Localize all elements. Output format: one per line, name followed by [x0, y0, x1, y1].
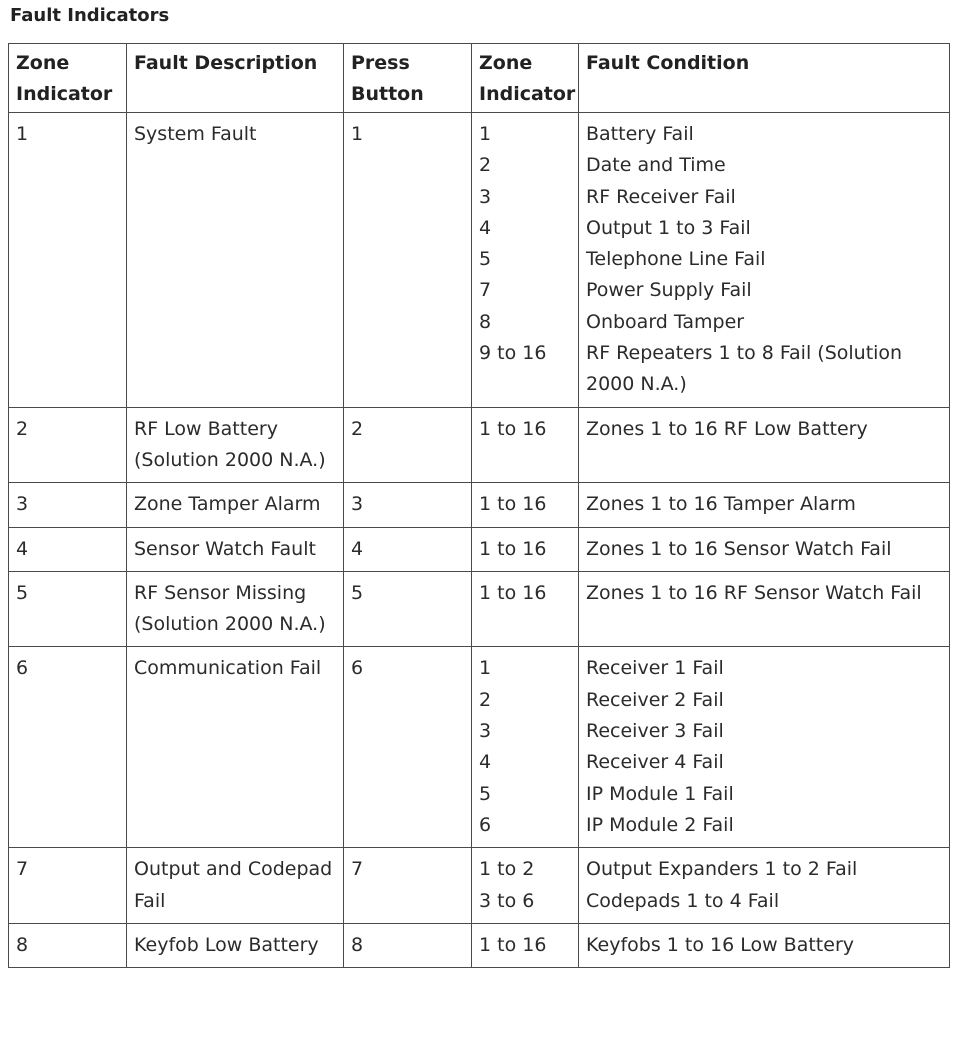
- fault-description-cell: Keyfob Low Battery: [127, 923, 344, 967]
- sub-zone-value: 6: [479, 813, 492, 836]
- fault-condition-cell: [579, 483, 950, 527]
- sub-zone-value: 1 to 16: [479, 493, 547, 516]
- sub-zone-value: 8: [479, 310, 492, 333]
- fault-condition-value: Receiver 1 Fail: [586, 657, 724, 680]
- sub-zone-indicator-cell: [472, 923, 579, 967]
- fault-condition-value: Receiver 2 Fail: [586, 688, 724, 711]
- sub-zone-value: 7: [479, 279, 492, 302]
- fault-description-cell: Zone Tamper Alarm: [127, 483, 344, 527]
- header-fault-description: Fault Description: [127, 44, 344, 113]
- fault-description-cell: RF Sensor Missing (Solution 2000 N.A.): [127, 571, 344, 647]
- fault-condition-value: IP Module 1 Fail: [586, 782, 734, 805]
- fault-condition-cell: [579, 113, 950, 408]
- fault-condition-value: Date and Time: [586, 154, 726, 177]
- sub-zone-indicator-cell: [472, 647, 579, 848]
- table-row: [9, 407, 950, 483]
- press-button-cell: 1: [344, 113, 472, 408]
- table-row: [9, 483, 950, 527]
- fault-condition-value: Zones 1 to 16 Tamper Alarm: [586, 493, 856, 516]
- fault-condition-cell: [579, 407, 950, 483]
- header-sub-zone-indicator-line-2: Indicator: [479, 83, 576, 105]
- sub-zone-value: 1 to 16: [479, 581, 547, 604]
- header-press-button: [344, 44, 472, 113]
- fault-description-cell: Sensor Watch Fault: [127, 527, 344, 571]
- sub-zone-value: 1 to 16: [479, 537, 547, 560]
- fault-condition-value: RF Receiver Fail: [586, 185, 736, 208]
- fault-indicators-table: [8, 43, 950, 968]
- fault-condition-cell: [579, 647, 950, 848]
- fault-condition-cell: [579, 571, 950, 647]
- zone-indicator-cell: 2: [9, 407, 127, 483]
- sub-zone-value: 1 to 2: [479, 858, 535, 881]
- fault-condition-value: Receiver 3 Fail: [586, 720, 724, 743]
- sub-zone-indicator-cell: [472, 113, 579, 408]
- sub-zone-indicator-cell: [472, 527, 579, 571]
- sub-zone-value: 1: [479, 657, 492, 680]
- header-zone-indicator-line-1: Zone: [16, 52, 70, 74]
- sub-zone-indicator-cell: [472, 407, 579, 483]
- fault-description-cell: Communication Fail: [127, 647, 344, 848]
- fault-condition-value: Receiver 4 Fail: [586, 751, 724, 774]
- press-button-cell: 6: [344, 647, 472, 848]
- press-button-cell: 8: [344, 923, 472, 967]
- sub-zone-indicator-cell: [472, 848, 579, 924]
- fault-condition-value: Zones 1 to 16 RF Low Battery: [586, 417, 868, 440]
- fault-condition-value: Output Expanders 1 to 2 Fail: [586, 858, 858, 881]
- header-press-button-line-2: Button: [351, 83, 424, 105]
- sub-zone-value: 2: [479, 688, 492, 711]
- zone-indicator-cell: 7: [9, 848, 127, 924]
- page-title: Fault Indicators: [10, 5, 170, 26]
- header-press-button-line-1: Press: [351, 52, 410, 74]
- sub-zone-value: 2: [479, 154, 492, 177]
- fault-description-cell: RF Low Battery (Solution 2000 N.A.): [127, 407, 344, 483]
- fault-condition-value: Codepads 1 to 4 Fail: [586, 889, 780, 912]
- press-button-cell: 7: [344, 848, 472, 924]
- sub-zone-value: 4: [479, 751, 492, 774]
- zone-indicator-cell: 8: [9, 923, 127, 967]
- header-zone-indicator: [9, 44, 127, 113]
- table-row: [9, 848, 950, 924]
- zone-indicator-cell: 4: [9, 527, 127, 571]
- press-button-cell: 3: [344, 483, 472, 527]
- sub-zone-indicator-cell: [472, 571, 579, 647]
- sub-zone-value: 4: [479, 216, 492, 239]
- fault-condition-value: Output 1 to 3 Fail: [586, 216, 751, 239]
- press-button-cell: 5: [344, 571, 472, 647]
- sub-zone-indicator-cell: [472, 483, 579, 527]
- sub-zone-value: 3: [479, 720, 492, 743]
- fault-description-cell: System Fault: [127, 113, 344, 408]
- sub-zone-value: 1: [479, 123, 492, 145]
- header-sub-zone-indicator: [472, 44, 579, 113]
- table-row: [9, 571, 950, 647]
- sub-zone-value: 1 to 16: [479, 417, 547, 440]
- sub-zone-value: 3: [479, 185, 492, 208]
- table-row: [9, 527, 950, 571]
- sub-zone-value: 5: [479, 782, 492, 805]
- fault-condition-value: Zones 1 to 16 RF Sensor Watch Fail: [586, 581, 922, 604]
- press-button-cell: 4: [344, 527, 472, 571]
- fault-condition-cell: [579, 848, 950, 924]
- fault-condition-value: RF Repeaters 1 to 8 Fail (Solution 2000 N.A.): [586, 342, 903, 396]
- fault-condition-cell: [579, 527, 950, 571]
- fault-condition-cell: [579, 923, 950, 967]
- zone-indicator-cell: 1: [9, 113, 127, 408]
- fault-condition-value: Power Supply Fail: [586, 279, 752, 302]
- fault-condition-value: Onboard Tamper: [586, 310, 745, 333]
- zone-indicator-cell: 5: [9, 571, 127, 647]
- fault-condition-value: Telephone Line Fail: [586, 248, 766, 271]
- sub-zone-value: 1 to 16: [479, 933, 547, 956]
- sub-zone-value: 9 to 16: [479, 342, 547, 365]
- fault-description-cell: Output and Codepad Fail: [127, 848, 344, 924]
- sub-zone-value: 3 to 6: [479, 889, 535, 912]
- table-body: [9, 113, 950, 968]
- press-button-cell: 2: [344, 407, 472, 483]
- header-sub-zone-indicator-line-1: Zone: [479, 52, 533, 74]
- sub-zone-value: 5: [479, 248, 492, 271]
- table-row: [9, 647, 950, 848]
- header-zone-indicator-line-2: Indicator: [16, 83, 113, 105]
- fault-condition-value: Zones 1 to 16 Sensor Watch Fail: [586, 537, 892, 560]
- fault-condition-value: Keyfobs 1 to 16 Low Battery: [586, 933, 854, 956]
- fault-condition-value: IP Module 2 Fail: [586, 813, 734, 836]
- table-row: [9, 923, 950, 967]
- header-fault-condition: Fault Condition: [579, 44, 950, 113]
- table-row: [9, 113, 950, 408]
- table-header-row: [9, 44, 950, 113]
- fault-condition-value: Battery Fail: [586, 123, 694, 145]
- zone-indicator-cell: 3: [9, 483, 127, 527]
- zone-indicator-cell: 6: [9, 647, 127, 848]
